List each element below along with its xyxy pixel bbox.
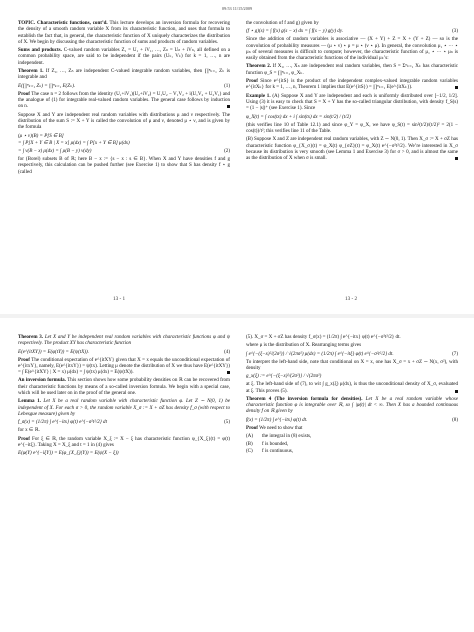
equation-number: (3) [452, 28, 458, 35]
equation [18, 419, 230, 425]
equation [246, 373, 458, 379]
paragraph-text: If Z₁, …, Zₙ are independent C-valued integrable random variables, then ∏ⁿₖ₌₁ Zₖ is integrable and [18, 68, 230, 81]
paragraph [246, 396, 458, 415]
paragraph [18, 20, 230, 45]
equation [18, 349, 230, 355]
paragraph-text: Since e^{itS} is the product of the independent complex-valued integrable random variables e^{itXₖ} for k = 1, …, n, Theorem 1 implies that E(e^{itS}) = ∏ⁿₖ₌₁ E(e^{itXₖ}). [246, 78, 458, 91]
paragraph-text: (this verifies line 10 of Table 12.1) and since φ_Y = φ_X, we have φ_S(t) = sin²(t/2)/(t/2)² = 2(1 − cos(t))/t²; this verifies line 11 of the Table. [246, 121, 458, 134]
paragraph [18, 68, 230, 81]
paragraph-heading: Proof [18, 356, 30, 363]
equation [246, 417, 458, 423]
equation-body: f(x) = (1/2π) ∫ e^{−itx} φ(t) dt. [246, 416, 308, 423]
list-label: (B) [246, 440, 253, 447]
paragraph [246, 93, 458, 112]
list-item [246, 448, 458, 454]
paragraph [246, 20, 458, 26]
equation-body: E(∏ⁿₖ₌₁ Zₖ) = ∏ⁿₖ₌₁ E(Zₖ). [18, 82, 76, 89]
paragraph-text: For ξ ∈ ℝ, the random variable X_ξ := X − ξ has characteristic function φ_{X_ξ}(t) = φ(t) e^{−itξ}. Taking X = X_ξ and t = 1 in (4) gives [18, 435, 230, 448]
paragraph [18, 112, 230, 131]
equation-number [226, 140, 230, 146]
list-text: f is continuous, [262, 448, 293, 455]
paragraph-heading: Lemma 1. [18, 398, 41, 405]
paragraph-heading: Sums and products. [18, 47, 62, 54]
paragraph-heading: Theorem 2. [246, 63, 271, 70]
paragraph-heading: Proof [246, 78, 258, 85]
paragraph [246, 359, 458, 372]
paragraph [18, 398, 230, 417]
paragraph [18, 357, 230, 376]
paragraph-text: for (Borel) subsets B of ℝ; here B − x := {s − x : s ∈ B}. When X and Y have densities f and g respectively, this calculation can be pushed further (see Exercise 1) to show that S has density f ⋆ g (called [18, 156, 230, 175]
page-number-right: 13 - 2 [345, 296, 358, 302]
paragraph-text: This lecture develops an inversion formula for recovering the density of a smooth random variable X from its characteristic function, and uses that formula to establish the fact that, in general, the characteristic function of X uniquely characterizes the distribution of X. We begin by discussing the characteristic function of sums and products of random variables. [18, 20, 230, 45]
equation-number [454, 114, 458, 120]
paragraph [246, 381, 458, 394]
paragraph-text: If X₁, …, Xₙ are independent real random variables, then S = Σⁿₖ₌₁ Xₖ has characteristic function φ_S = ∏ⁿₖ₌₁ φ_Xₖ. [246, 63, 458, 76]
paragraph [246, 36, 458, 61]
paragraph [246, 425, 458, 431]
paragraph [18, 377, 230, 396]
paragraph-heading: Proof [18, 90, 30, 97]
paragraph [18, 156, 230, 175]
page-number-left: 13 - 1 [113, 296, 126, 302]
equation-number: (1) [224, 82, 230, 89]
paragraph-text: (B) Suppose X and Z are independent real random variables, with Z ∼ N(0, 1). Then X_σ := X + σZ has characteristic function φ_{X_σ}(t) = φ_X(t) φ_{σZ}(t) = φ_X(t) e^{−σ²t²/2}. We’re interested in X_σ because its distribution is very smooth (see Lemma 1 and Exercise 3) for σ > 0, and is almost the same as the distribution of X when σ is small. [246, 136, 458, 162]
equation-number: (7) [452, 350, 458, 357]
list-label: (C) [246, 448, 253, 455]
paragraph [18, 427, 230, 433]
equation [246, 351, 458, 357]
equation [18, 148, 230, 154]
list-item [246, 433, 458, 439]
page2-left-column [18, 334, 230, 458]
paragraph-text: Let X and Y be independent real random variables with characteristic functions φ and ψ respectively. The product XY has characteristic function [18, 334, 230, 347]
paragraph [246, 78, 458, 91]
page1-right-column [246, 20, 458, 164]
equation [18, 140, 230, 146]
paragraph-heading: TOPIC. Characteristic functions, cont’d. [18, 20, 108, 26]
enumerated-list [246, 433, 458, 455]
equation-number [226, 450, 230, 456]
paragraph-text: To interpret the left-hand side, note that conditional on X = x, one has X_σ = x + σZ ∼ N(x, σ²), with density [246, 358, 458, 371]
equation-body: f_σ(x) = (1/2π) ∫ e^{−itx} φ(t) e^{−σ²t²/2} dt [18, 419, 107, 426]
paragraph-heading: Example 1. [246, 92, 271, 99]
qed-mark [227, 371, 230, 374]
equation-number: (2) [224, 148, 230, 155]
paragraph-text: This section shows how some probability densities on ℝ can be recovered from their characteristic functions by means of a so-called inversion formula. We begin with a special case, which will be used later on in the proof of the general one. [18, 377, 230, 396]
paragraph-text: Let X be a real random variable with characteristic function φ. Let Z ∼ N(0, 1) be independent of X. For each σ > 0, the random variable X_σ := X + σZ has density f_σ (with respect to Lebesgue measure) given by [18, 398, 230, 417]
page1-left-column [18, 20, 230, 177]
equation [18, 450, 230, 456]
paragraph-text: The conditional expectation of e^{itXY} given that X = x equals the unconditional expectation of e^{itxY}, namely, E(e^{itxY}) = ψ(tx). Letting μ denote the distribution of X we thus have E(e^{itXY}) = ∫ E(e^{itXY} | X = x) μ(dx) = ∫ ψ(tx) μ(dx) = E(ψ(tX)). [18, 356, 230, 376]
paragraph [246, 63, 458, 76]
paragraph-heading: Proof [246, 424, 258, 431]
equation-number: (5) [224, 419, 230, 426]
equation-body: φ_X(t) = ∫ cos(tx) dx + i ∫ sin(tx) dx = sin(t/2) / (t/2) [246, 113, 351, 120]
qed-mark [227, 105, 230, 108]
paragraph-heading: Theorem 1. [18, 68, 44, 75]
paragraph [18, 436, 230, 449]
equation [18, 83, 230, 89]
paragraph-heading: Theorem 4 (The inversion formula for densities). [246, 395, 363, 402]
equation-body: E(e^{itXY}) = E(φ(tY)) = E(ψ(tX)). [18, 348, 89, 355]
paragraph-text: The case n = 2 follows from the identity (U₁+iV₁)(U₂+iV₂) = U₁U₂ − V₁V₂ + i(U₁V₂ + U₂V₁) and the analogue of (1) for integrable real-valued random variables. The general case follows by induction on n. [18, 90, 230, 110]
equation-body: = ∫ ν(B − x) μ(dx) = ∫ μ(B − y) ν(dy) [18, 148, 92, 155]
equation-body: (μ ⋆ ν)(B) = P[S ∈ B] [18, 132, 64, 139]
paragraph [246, 342, 458, 348]
equation-body: E(φ(Y) e^{−iξY}) = E(φ_{X_ξ}(Y)) = E(ψ(X − ξ)) [18, 450, 119, 457]
qed-mark [455, 86, 458, 89]
paragraph-text: the convolution of f and g) given by [246, 20, 319, 26]
equation [246, 28, 458, 34]
paragraph-text: for x ∈ ℝ. [18, 427, 40, 434]
paragraph [18, 47, 230, 66]
paragraph [18, 334, 230, 347]
equation-body: g_x(ξ) := e^{−(ξ−x)²/(2σ²)} / √(2πσ²) [246, 373, 322, 380]
equation-number [454, 373, 458, 379]
paragraph-heading: Theorem 3. [18, 334, 44, 340]
page-top [0, 0, 474, 314]
equation-number [226, 133, 230, 139]
equation [18, 133, 230, 139]
paragraph [246, 122, 458, 135]
equation-number: (8) [452, 416, 458, 423]
equation [246, 114, 458, 120]
page2-right-column [246, 334, 458, 456]
paragraph [246, 136, 458, 161]
paragraph [246, 334, 458, 340]
paragraph-text: (A) Suppose X and Y are independent and each is uniformly distributed over [−1/2, 1/2]. Using (3) it is easy to check that S = X + Y has the so-called triangular distribution, with density f_S(s) = (1 − |s|)⁺ (see Exercise 1). Since [246, 92, 458, 112]
page-bottom [0, 318, 474, 632]
list-item [246, 441, 458, 447]
equation-body: (f ⋆ g)(s) = ∫ f(x) g(s − x) dx = ∫ f(s − y) g(y) dy. [246, 28, 344, 35]
paragraph-text: Since the addition of random variables is associative — (X + Y) + Z = X + (Y + Z) — so is the convolution of probability measures — (μ ⋆ ν) ⋆ ρ = μ ⋆ (ν ⋆ ρ). In general, the convolution μ₁ ⋆ ⋯ ⋆ μₙ of several measures is difficult to compute; however, the characteristic function of μ₁ ⋆ ⋯ ⋆ μₙ is easily obtained from the characteristic functions of the individual μₖ’s: [246, 36, 458, 62]
qed-mark [455, 390, 458, 393]
list-text: f is bounded, [262, 440, 289, 447]
paragraph-text: where μ is the distribution of X. Rearranging terms gives [246, 342, 362, 349]
timestamp: 09:53 11/15/2009 [221, 6, 253, 11]
equation-body: ∫ e^{−(ξ−x)²/(2σ²)} / √(2πσ²) μ(dx) = (1/2π) ∫ e^{−itξ} φ(t) e^{−σ²t²/2} dt. [246, 350, 394, 357]
paragraph-heading: Proof [18, 435, 30, 442]
paragraph-text: C-valued random variables Z₁ = U₁ + iV₁, …, Zₙ = Uₙ + iVₙ, all defined on a common probability space, are said to be independent if the pairs (Uₖ, Vₖ) for k = 1, …, n are independent. [18, 47, 230, 66]
paragraph-heading: An inversion formula. [18, 377, 66, 384]
qed-mark [455, 157, 458, 160]
paragraph [18, 91, 230, 110]
paragraph-text: Let X be a real random variable whose characteristic function φ is integrable over ℝ, so ∫ |φ(t)| dt < ∞. Then X has a bounded continuous density f on ℝ given by [246, 395, 458, 415]
equation-body: = ∫ P[X + Y ∈ B | X = x] μ(dx) = ∫ P[x + Y ∈ B] μ(dx) [18, 140, 130, 147]
equation-number: (4) [224, 348, 230, 355]
paragraph-text: (5). X_σ = X + σZ has density f_σ(x) = (1/2π) ∫ e^{−itx} φ(t) e^{−σ²t²/2} dt. [246, 334, 401, 340]
paragraph-text: at ξ. The left-hand side of (7), to wit ∫ g_x(ξ) μ(dx), is thus the unconditional density of X_σ, evaluated at ξ. This proves (5). [246, 381, 458, 394]
paragraph-text: We need to show that [257, 424, 303, 431]
paragraph-text: Suppose X and Y are independent real random variables with distributions μ and ν respectively. The distribution of the sum S := X + Y is called the convolution of μ and ν, denoted μ ⋆ ν, and is given by the formula [18, 111, 230, 131]
list-label: (A) [246, 433, 254, 440]
list-text: the integral in (8) exists, [262, 433, 312, 440]
